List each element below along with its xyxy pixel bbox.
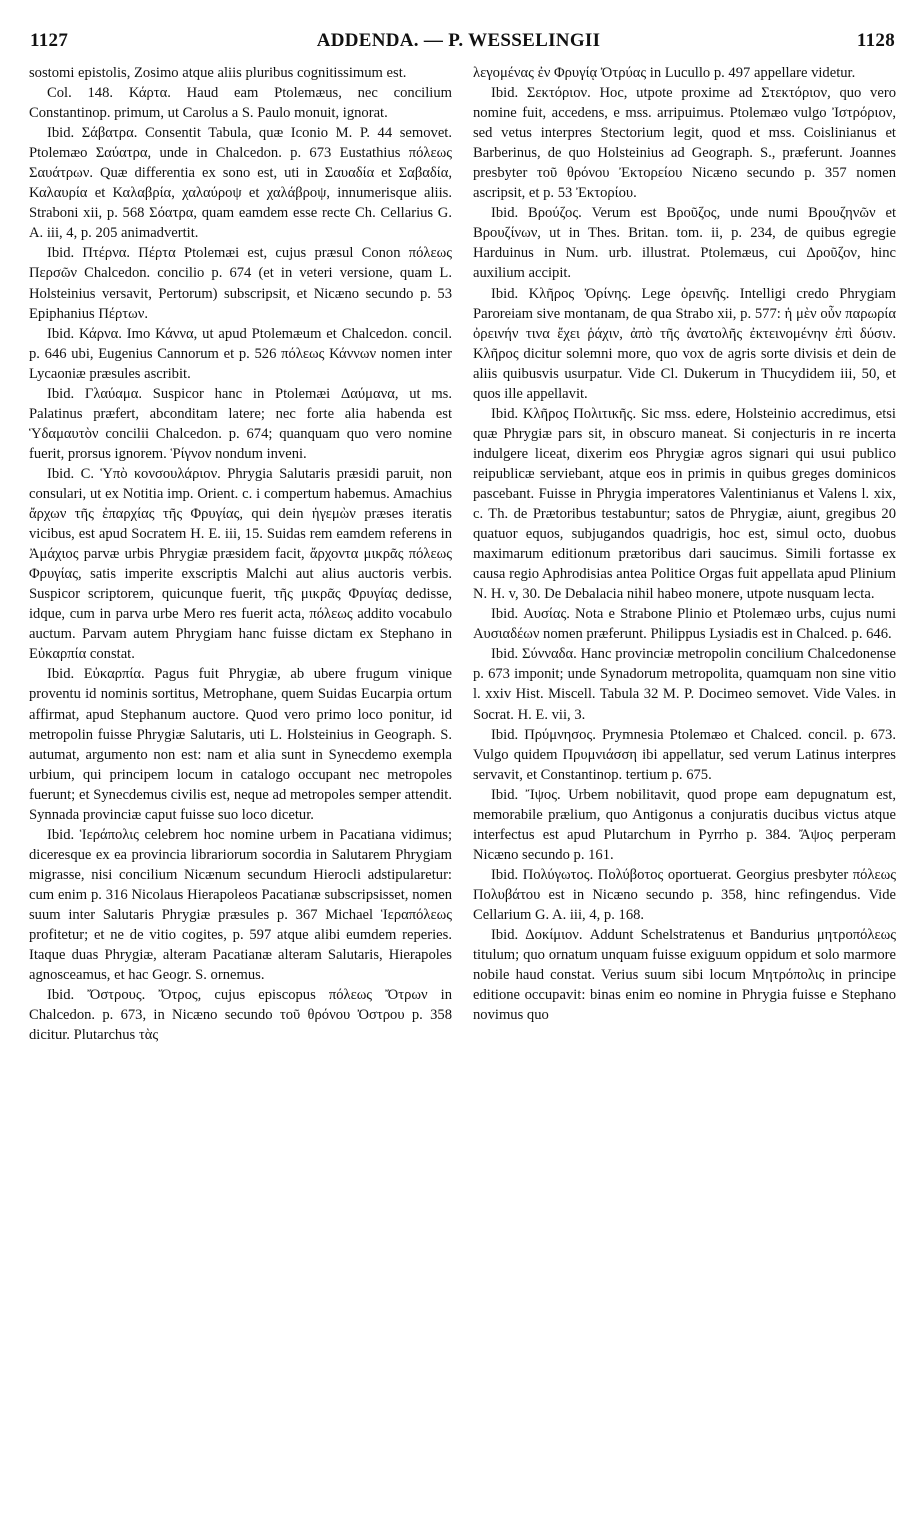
running-header bbox=[22, 30, 895, 60]
paragraph: Ibid. Κλῆρος Ὀρίνης. Lege ὀρεινῆς. Intelligi credo Phrygiam Paroreiam sive montanam, de qua Strabo xii, p. 577: ἡ μὲν οὖν παρωρία ὀρεινήν τινα ἔχει ῥάχιν, ἀπὸ τῆς ἀνατολῆς ἐκτεινομένην ἐπὶ δύσιν. Κλῆρος dicitur solemni more, quo vox de agris sorte divisis et dein de aliis quibusvis usurpatur. Vide Cl. Dukerum in Thucydidem iii, 50, et quos ille appellavit. bbox=[473, 285, 896, 402]
paragraph: Ibid. Κάρνα. Imo Κάννα, ut apud Ptolemæum et Chalcedon. concil. p. 646 ubi, Eugenius Cannorum et p. 526 πόλεως Κάννων nomen inter Lycaoniæ præsules ascribit. bbox=[29, 325, 452, 382]
paragraph: Ibid. Πολύγωτος. Πολύβοτος oportuerat. Georgius presbyter πόλεως Πολυβάτου est in Nicæno secundo p. 358, hinc refingendus. Vide Cellarium G. A. iii, 4, p. 168. bbox=[473, 866, 896, 923]
paragraph: Ibid. Αυσίας. Nota e Strabone Plinio et Ptolemæo urbs, cujus numi Αυσιαδέων nomen præferunt. Philippus Lysiadis est in Chalced. p. 646. bbox=[473, 606, 896, 643]
running-title: ADDENDA. — P. WESSELINGII bbox=[316, 30, 601, 51]
paragraph: Ibid. Ἱεράπολις celebrem hoc nomine urbem in Pacatiana vidimus; diceresque ex ea provincia librariorum socordia in Salutarem Phrygiam migrasse, nisi concilium Nicænum secundum Hierocli adstipularetur: cum enim p. 316 Nicolaus Hierapoleos Pacatianæ subscripsisset, nomen suum inter Salutaris Phrygiæ præsules p. 367 Michael Ἱεραπόλεως profitetur; et ne de vitio cogites, p. 597 atque alibi eumdem reperies. Itaque duas Phrygiæ, alteram Pacatianæ alteram Salutaris, Hierapoles agnosceamus, et hac Geogr. S. ornemus. bbox=[29, 826, 452, 984]
page-number-right: 1128 bbox=[856, 30, 895, 51]
paragraph: Ibid. Εὐκαρπία. Pagus fuit Phrygiæ, ab ubere frugum vinique proventu id nominis sortitus, Metrophane, quem Suidas Eucarpia ortum affirmat, apud Stephanum auctore. Quod vero primo loco ponitur, id metropolin fuisse Phrygiæ Salutaris, uti L. Holsteinius in Geograph. S. autumat, argumento non est: nam et alia sunt in Synecdemo exempla urbium, qui principem locum in catalogo occupant nec metropoles fuerunt; et Synecdemus civilis est, neque ad metropoles semper attendit. Synnada provinciæ caput fuisse suo loco dicetur. bbox=[29, 666, 452, 823]
paragraph: Ibid. C. Ὑπὸ κονσουλάριον. Phrygia Salutaris præsidi paruit, non consulari, ut ex Notitia imp. Orient. c. i compertum habemus. Amachius ἄρχων τῆς ἐπαρχίας τῆς Φρυγίας, qui dein ἡγεμὼν præses iteratis vicibus, est apud Socratem H. E. iii, 15. Suidas rem eamdem referens in Ἀμάχιος parvæ urbis Phrygiæ præsidem facit, ἄρχοντα μικρᾶς πόλεως Φρυγίας, satis imperite exscriptis Malchi aut alius auctoris verbis. Suspicor scriptorem, quicunque fuerit, τῆς μικρᾶς Φρυγίας dedisse, idque, cum in parva urbe Mero res fuerit acta, πόλεως addito vocabulo auctum. Parvam autem Phrygiam hanc fuisse dictam ex Stephano in Εὐκαρπία constat. bbox=[29, 465, 452, 663]
paragraph: Ibid. Δοκίμιον. Addunt Schelstratenus et Bandurius μητροπόλεως titulum; quo ornatum unquam fuisse exiguum oppidum et solo marmore nobile haud constat. Verius suum sibi locum Μητρόπολις in principe editione occupavit: binas enim eo nomine in Phrygia fuisse e Stephano novimus quo bbox=[473, 927, 896, 1024]
paragraph: Ibid. Γλαύαμα. Suspicor hanc in Ptolemæi Δαύμανα, ut ms. Palatinus præfert, abconditam latere; nec forte alia habenda est Ὑδαμαυτὸν concilii Chalcedon. p. 674; quanquam quo vero nomine fuerit, prorsus ignorem. Ῥίγνον nondum inveni. bbox=[29, 385, 452, 462]
paragraph: Ibid. Σάβατρα. Consentit Tabula, quæ Iconio M. P. 44 semovet. Ptolemæo Σαύατρα, unde in Chalcedon. p. 673 Eustathius πόλεως Σαυάτρων. Quæ differentia ex sono est, uti in Σαυαδία et Σαβαδία, Καλαυρία et Καλαβρία, χαλαύροψ et χαλάβροψ, innumerisque aliis. Straboni xii, p. 568 Σόατρα, quam eamdem esse recte Ch. Cellarius G. A. iii, 4, p. 205 animadvertit. bbox=[29, 125, 452, 242]
paragraph: Ibid. Ὄστρους. Ὄτρος, cujus episcopus πόλεως Ὄτρων in Chalcedon. p. 673, in Nicæno secundo τοῦ θρόνου Ὀστρου p. 358 dicitur. Plutarchus τὰς bbox=[29, 987, 452, 1044]
right-column bbox=[473, 63, 896, 1025]
paragraph: Ibid. Κλῆρος Πολιτικῆς. Sic mss. edere, Holsteinio accredimus, etsi quæ Phrygiæ pars sit, in obscuro maneat. Si conjecturis in re incerta indulgere liceat, dixerim eos Phrygiæ agros signari qui usui publico reipublicæ serviebant, atque eos in primis in quibus greges dominicos pascebant. Fuisse in Phrygia imperatores Valentinianus et Valens l. xix, c. Th. de Prætoribus testabuntur; satos de Phrygiæ, aiunt, gregibus 20 quatuor equos, subjugandos quadrigis, hoc est, simul octo, duobus maximarum editionum prætoribus dari saucimus. Simili fortasse ex causa regio Aphrodisias antea Politice Orgas fuit appellata apud Plinium N. H. v, 30. De Debalacia nihil habeo monere, utpote nusquam lecta. bbox=[473, 405, 896, 603]
paragraph: Ibid. Σεκτόριον. Hoc, utpote proxime ad Στεκτόριον, quo vero nomine fuit, accedens, e mss. arripuimus. Ptolemæo vulgo Ἰστρόριον, sed vetus interpres Stectorium legit, quod et mss. Coislinianus et Barberinus, de quo Holsteinius ad Geograph. S., præferunt. Joannes presbyter τοῦ θρόνου Ἐκτορείου Nicæno secundo p. 357 nomen ascripsit, et p. 53 Ἐκτορίου. bbox=[473, 85, 896, 202]
paragraph: Ibid. Βρούζος. Verum est Βροῦζος, unde numi Βρουζηνῶν et Βρουζίνων, ut in Thes. Britan. tom. ii, p. 234, de quibus egregie Harduinus in Num. urb. illustrat. Ptolemæus, cui Δροῦζον, hinc auxilium accipit. bbox=[473, 205, 896, 282]
left-column bbox=[29, 63, 452, 1045]
page-number-left: 1127 bbox=[30, 30, 69, 51]
paragraph: λεγομένας ἐν Φρυγίᾳ Ὀτρύας in Lucullo p. 497 appellare videtur. bbox=[473, 65, 856, 81]
paragraph: Ibid. Πτέρνα. Πέρτα Ptolemæi est, cujus præsul Conon πόλεως Περσῶν Chalcedon. concilio p. 674 (et in veteri versione, quam L. Holsteinius versavit, Pertorum) subscripsit, et Nicæno secundo p. 53 Epiphanius Πέρτων. bbox=[29, 245, 452, 322]
paragraph: Col. 148. Κάρτα. Haud eam Ptolemæus, nec concilium Constantinop. primum, ut Carolus a S. Paulo monuit, ignorat. bbox=[29, 85, 452, 122]
paragraph: Ibid. Σύνναδα. Hanc provinciæ metropolin concilium Chalcedonense p. 673 imponit; unde Synadorum metropolita, quamquam non sine vitio l. xxiv Hist. Miscell. Tabula 32 M. P. Docimeo semovet. Vide Vales. in Socrat. H. E. vii, 3. bbox=[473, 646, 896, 723]
paragraph: sostomi epistolis, Zosimo atque aliis pluribus cognitissimum est. bbox=[29, 65, 407, 81]
paragraph: Ibid. Πρύμνησος. Prymnesia Ptolemæo et Chalced. concil. p. 673. Vulgo quidem Πρυμνιάσση ibi appellatur, sed verum Latinus interpres servavit, et Constantinop. tertium p. 675. bbox=[473, 726, 896, 783]
paragraph: Ibid. Ἴψος. Urbem nobilitavit, quod prope eam depugnatum est, memorabile prælium, quo Antigonus a conjuratis ducibus victus atque interfectus est apud Plutarchum in Pyrrho p. 384. Ἄψος perperam Nicæno secundo p. 161. bbox=[473, 786, 896, 863]
